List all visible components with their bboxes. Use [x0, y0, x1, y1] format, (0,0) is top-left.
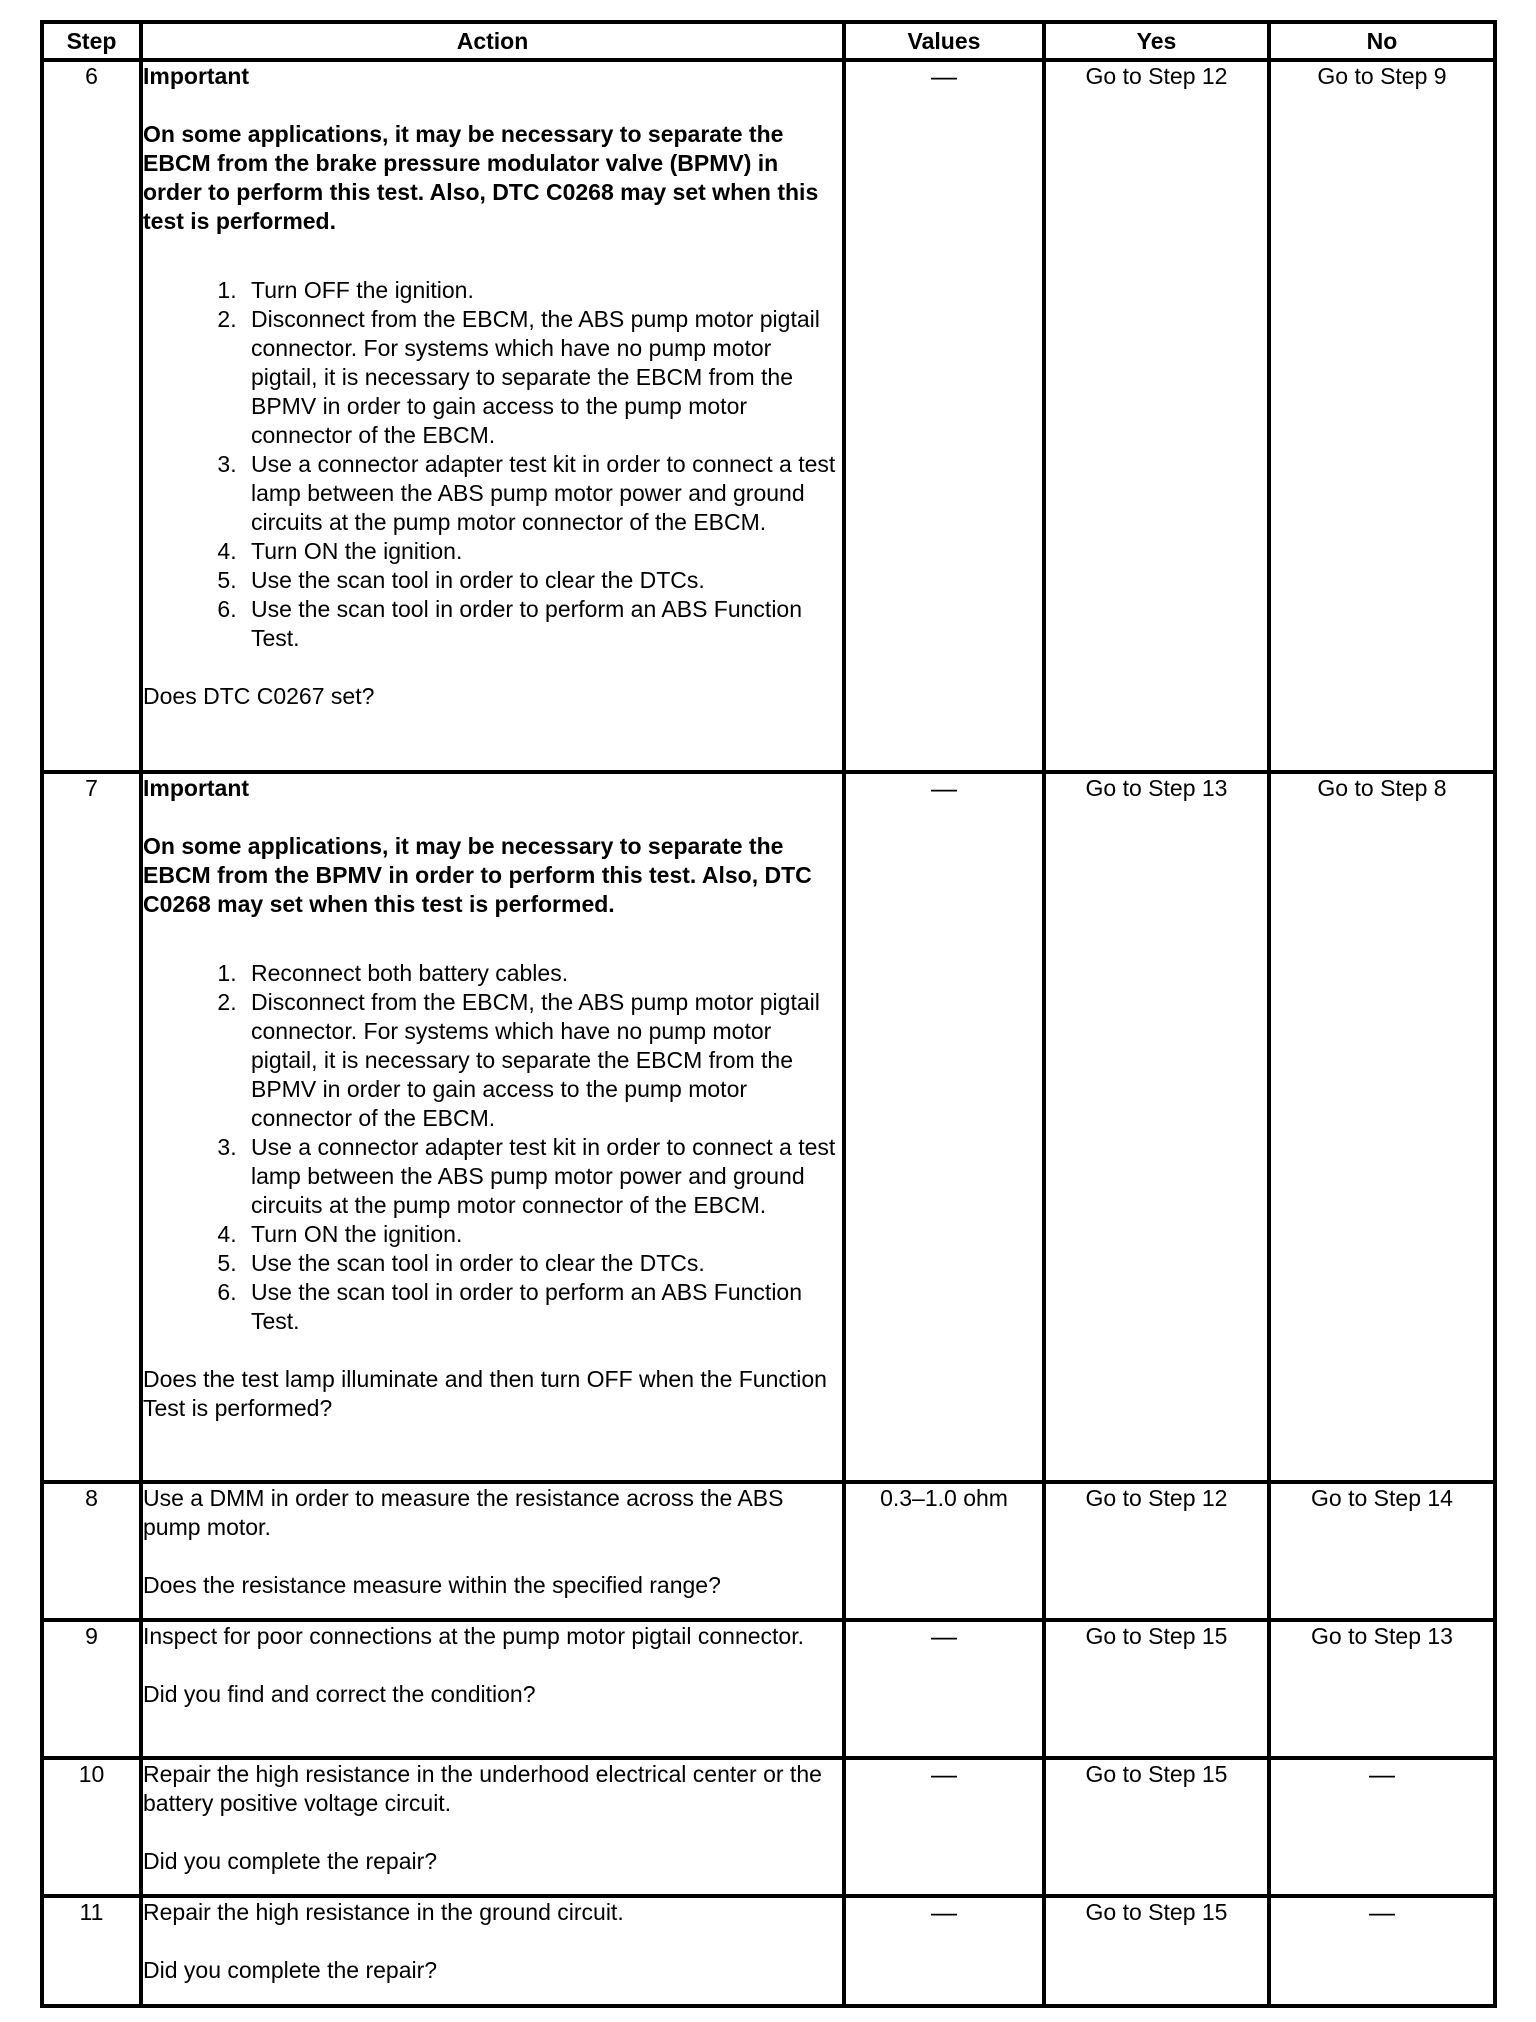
step-number: 7	[42, 772, 141, 1482]
yes-cell: Go to Step 15	[1044, 1620, 1269, 1758]
procedure-list	[143, 276, 842, 653]
action-text: Use a DMM in order to measure the resistance across the ABS pump motor.	[143, 1485, 784, 1540]
action-cell	[141, 772, 844, 1482]
list-item: 2. Disconnect from the EBCM, the ABS pump motor pigtail connector. For systems which have no pump motor pigtail, it is necessary to separate the EBCM from the BPMV in order to gain access to the pump motor connector of the EBCM.	[243, 305, 842, 450]
yes-cell: Go to Step 15	[1044, 1896, 1269, 2006]
yes-cell: Go to Step 15	[1044, 1758, 1269, 1896]
table-row	[42, 1896, 1495, 2006]
action-cell	[141, 1896, 844, 2006]
list-item: 3. Use a connector adapter test kit in order to connect a test lamp between the ABS pump motor power and ground circuits at the pump motor connector of the EBCM.	[243, 450, 842, 537]
step-number: 11	[42, 1896, 141, 2006]
question-text: Does the resistance measure within the specified range?	[143, 1572, 721, 1598]
important-label: Important	[143, 63, 250, 89]
list-item: 1. Turn OFF the ignition.	[243, 276, 842, 305]
table-row	[42, 772, 1495, 1482]
values-cell: —	[844, 772, 1044, 1482]
list-item: 4. Turn ON the ignition.	[243, 1220, 842, 1249]
header-no: No	[1269, 22, 1495, 60]
header-row	[42, 22, 1495, 60]
step-number: 6	[42, 60, 141, 772]
question-text: Did you complete the repair?	[143, 1848, 438, 1874]
list-item: 1. Reconnect both battery cables.	[243, 959, 842, 988]
action-text: Inspect for poor connections at the pump motor pigtail connector.	[143, 1623, 804, 1649]
step-number: 10	[42, 1758, 141, 1896]
list-item: 5. Use the scan tool in order to clear the DTCs.	[243, 1249, 842, 1278]
yes-cell: Go to Step 13	[1044, 772, 1269, 1482]
action-cell	[141, 1758, 844, 1896]
no-cell: —	[1269, 1896, 1495, 2006]
header-yes: Yes	[1044, 22, 1269, 60]
table-row	[42, 1758, 1495, 1896]
step-number: 9	[42, 1620, 141, 1758]
table-row	[42, 1482, 1495, 1620]
no-cell: Go to Step 14	[1269, 1482, 1495, 1620]
list-item: 4. Turn ON the ignition.	[243, 537, 842, 566]
question-text: Does the test lamp illuminate and then turn OFF when the Function Test is performed?	[143, 1366, 827, 1421]
action-cell	[141, 1620, 844, 1758]
values-cell: 0.3–1.0 ohm	[844, 1482, 1044, 1620]
action-text: Repair the high resistance in the ground circuit.	[143, 1899, 624, 1925]
list-item: 5. Use the scan tool in order to clear the DTCs.	[243, 566, 842, 595]
action-text: Repair the high resistance in the underhood electrical center or the battery positive voltage circuit.	[143, 1761, 822, 1816]
question-text: Did you find and correct the condition?	[143, 1681, 536, 1707]
list-item: 6. Use the scan tool in order to perform an ABS Function Test.	[243, 595, 842, 653]
list-item: 6. Use the scan tool in order to perform an ABS Function Test.	[243, 1278, 842, 1336]
action-cell	[141, 1482, 844, 1620]
list-item: 3. Use a connector adapter test kit in order to connect a test lamp between the ABS pump motor power and ground circuits at the pump motor connector of the EBCM.	[243, 1133, 842, 1220]
values-cell: —	[844, 1620, 1044, 1758]
no-cell: Go to Step 13	[1269, 1620, 1495, 1758]
action-cell	[141, 60, 844, 772]
values-cell: —	[844, 1896, 1044, 2006]
table-row	[42, 1620, 1495, 1758]
no-cell: —	[1269, 1758, 1495, 1896]
no-cell: Go to Step 8	[1269, 772, 1495, 1482]
no-cell: Go to Step 9	[1269, 60, 1495, 772]
question-text: Does DTC C0267 set?	[143, 683, 375, 709]
header-values: Values	[844, 22, 1044, 60]
table-row	[42, 60, 1495, 772]
header-step: Step	[42, 22, 141, 60]
diagnostic-table	[40, 20, 1497, 2008]
values-cell: —	[844, 60, 1044, 772]
values-cell: —	[844, 1758, 1044, 1896]
yes-cell: Go to Step 12	[1044, 1482, 1269, 1620]
list-item: 2. Disconnect from the EBCM, the ABS pump motor pigtail connector. For systems which have no pump motor pigtail, it is necessary to separate the EBCM from the BPMV in order to gain access to the pump motor connector of the EBCM.	[243, 988, 842, 1133]
question-text: Did you complete the repair?	[143, 1957, 438, 1983]
procedure-list	[143, 959, 842, 1336]
step-number: 8	[42, 1482, 141, 1620]
yes-cell: Go to Step 12	[1044, 60, 1269, 772]
important-text: On some applications, it may be necessary to separate the EBCM from the BPMV in order to perform this test. Also, DTC C0268 may set when this test is performed.	[143, 833, 812, 917]
important-label: Important	[143, 775, 250, 801]
header-action: Action	[141, 22, 844, 60]
important-text: On some applications, it may be necessary to separate the EBCM from the brake pressure modulator valve (BPMV) in order to perform this test. Also, DTC C0268 may set when this test is performed.	[143, 121, 819, 234]
